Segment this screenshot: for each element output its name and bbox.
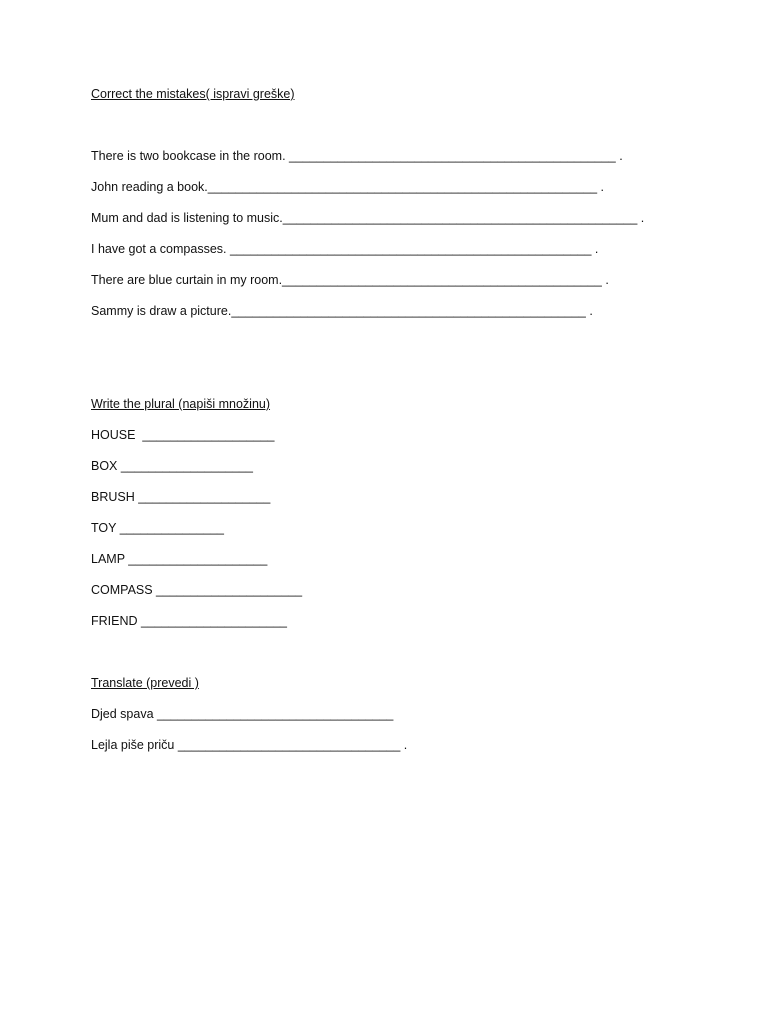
plural-line: BRUSH ___________________ xyxy=(91,490,271,504)
plural-line: COMPASS _____________________ xyxy=(91,583,303,597)
plural-line: LAMP ____________________ xyxy=(91,552,268,566)
exercise-line: There is two bookcase in the room. _______________________________________________ . xyxy=(91,149,623,163)
exercise-line: John reading a book.________________________________________________________ . xyxy=(91,180,605,194)
exercise-line: Mum and dad is listening to music.___________________________________________________ . xyxy=(91,211,645,225)
translate-line: Djed spava __________________________________ xyxy=(91,707,394,721)
section-heading-correct-mistakes: Correct the mistakes( ispravi greške) xyxy=(91,87,295,101)
plural-line: HOUSE ___________________ xyxy=(91,428,275,442)
exercise-line: I have got a compasses. ____________________________________________________ . xyxy=(91,242,599,256)
plural-line: FRIEND _____________________ xyxy=(91,614,287,628)
exercise-line: There are blue curtain in my room.______________________________________________ . xyxy=(91,273,609,287)
translate-line: Lejla piše priču ________________________________ . xyxy=(91,738,408,752)
section-heading-translate: Translate (prevedi ) xyxy=(91,676,199,690)
plural-line: TOY _______________ xyxy=(91,521,224,535)
plural-line: BOX ___________________ xyxy=(91,459,253,473)
section-heading-write-plural: Write the plural (napiši množinu) xyxy=(91,397,271,411)
exercise-line: Sammy is draw a picture.___________________________________________________ . xyxy=(91,304,593,318)
